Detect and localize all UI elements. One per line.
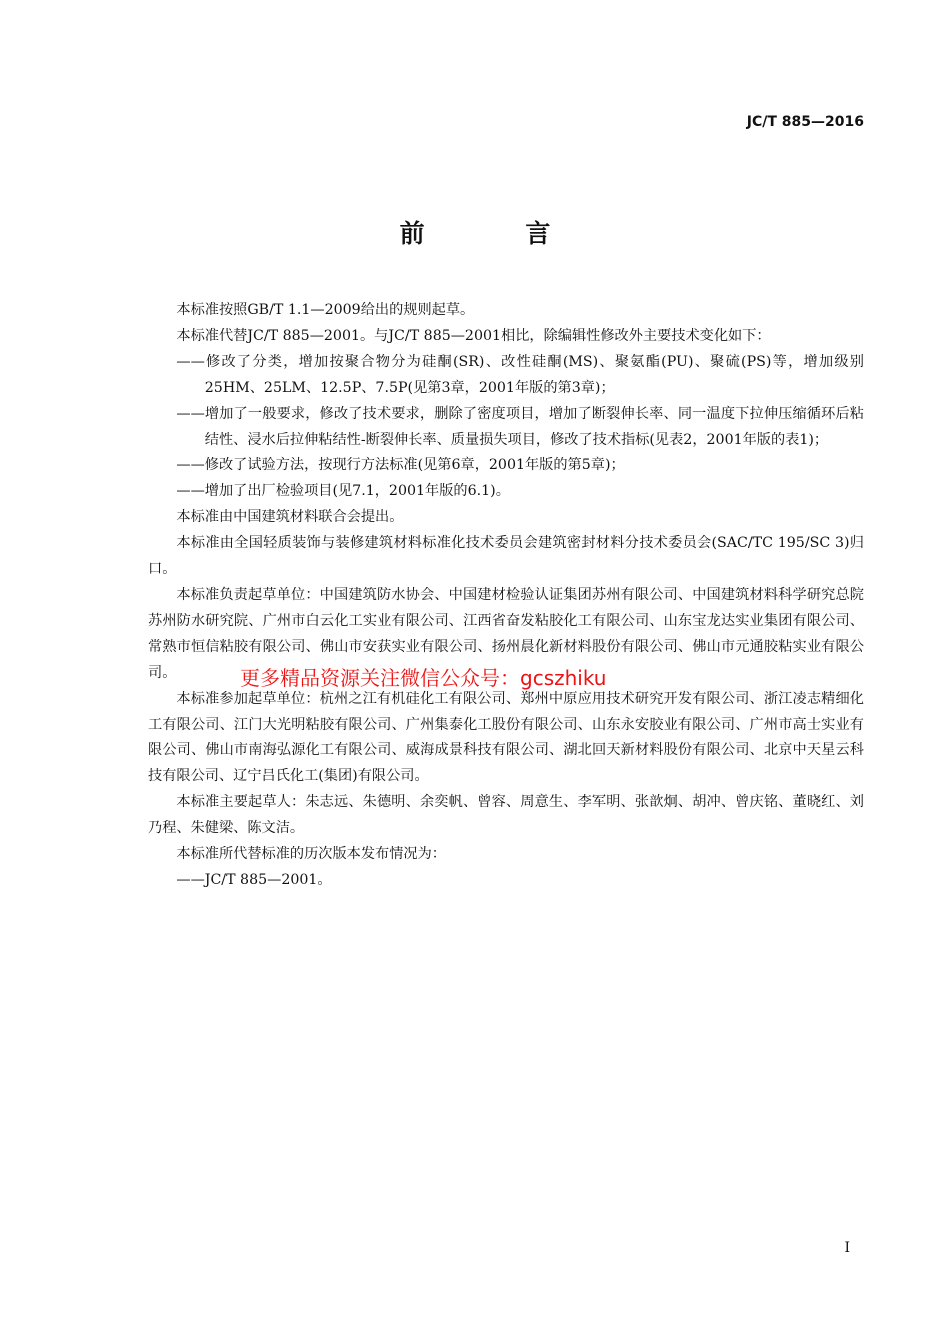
- change-item-requirements: ——增加了一般要求，修改了技术要求，删除了密度项目，增加了断裂伸长率、同一温度下拉伸压缩循环后粘结性、浸水后拉伸粘结性-断裂伸长率、质量损失项目，修改了技术指标(见表2，2001年版的表1)；: [176, 405, 864, 448]
- watermark-text: 更多精品资源关注微信公众号：gcszhiku: [240, 666, 607, 690]
- paragraph-history: 本标准所代替标准的历次版本发布情况为：: [176, 846, 446, 863]
- change-item-inspection: ——增加了出厂检验项目(见7.1，2001年版的6.1)。: [176, 483, 510, 500]
- paragraph-drafting-rules: 本标准按照GB/T 1.1—2009给出的规则起草。: [176, 302, 475, 318]
- standard-code: JC/T 885—2016: [746, 114, 864, 130]
- paragraph-committee: 本标准由全国轻质装饰与装修建筑材料标准化技术委员会建筑密封材料分技术委员会(SAC/TC 195/SC 3)归口。: [148, 535, 864, 578]
- paragraph-proposer: 本标准由中国建筑材料联合会提出。: [176, 509, 404, 526]
- paragraph-lead-drafters: 本标准负责起草单位：中国建筑防水协会、中国建材检验认证集团苏州有限公司、中国建筑材料科学研究总院苏州防水研究院、广州市白云化工实业有限公司、江西省奋发粘胶化工有限公司、山东宝龙达实业集团有限公司、常熟市恒信粘胶有限公司、佛山市安获实业有限公司、扬州晨化新材料股份有限公司、佛山市元通胶粘实业有限公司。: [148, 586, 864, 681]
- page-title: 前 言: [399, 219, 597, 248]
- history-item: ——JC/T 885—2001。: [176, 871, 332, 888]
- page-number: I: [844, 1240, 850, 1256]
- paragraph-main-drafters: 本标准主要起草人：朱志远、朱德明、余奕帆、曾容、周意生、李军明、张歆炯、胡冲、曾庆铭、董晓红、刘乃程、朱健梁、陈文洁。: [148, 794, 864, 837]
- foreword-body: [148, 298, 864, 894]
- change-item-test-methods: ——修改了试验方法，按现行方法标准(见第6章，2001年版的第5章)；: [176, 457, 625, 474]
- paragraph-participating-drafters: 本标准参加起草单位：杭州之江有机硅化工有限公司、郑州中原应用技术研究开发有限公司、浙江凌志精细化工有限公司、江门大光明粘胶有限公司、广州集泰化工股份有限公司、山东永安胶业有限公司、广州市高士实业有限公司、佛山市南海弘源化工有限公司、威海成景科技有限公司、湖北回天新材料股份有限公司、北京中天星云科技有限公司、辽宁吕氏化工(集团)有限公司。: [148, 690, 864, 785]
- change-item-classification: ——修改了分类，增加按聚合物分为硅酮(SR)、改性硅酮(MS)、聚氨酯(PU)、聚硫(PS)等，增加级别25HM、25LM、12.5P、7.5P(见第3章，2001年版的第3章)；: [176, 353, 864, 396]
- paragraph-replacement: 本标准代替JC/T 885—2001。与JC/T 885—2001相比，除编辑性修改外主要技术变化如下：: [176, 327, 771, 344]
